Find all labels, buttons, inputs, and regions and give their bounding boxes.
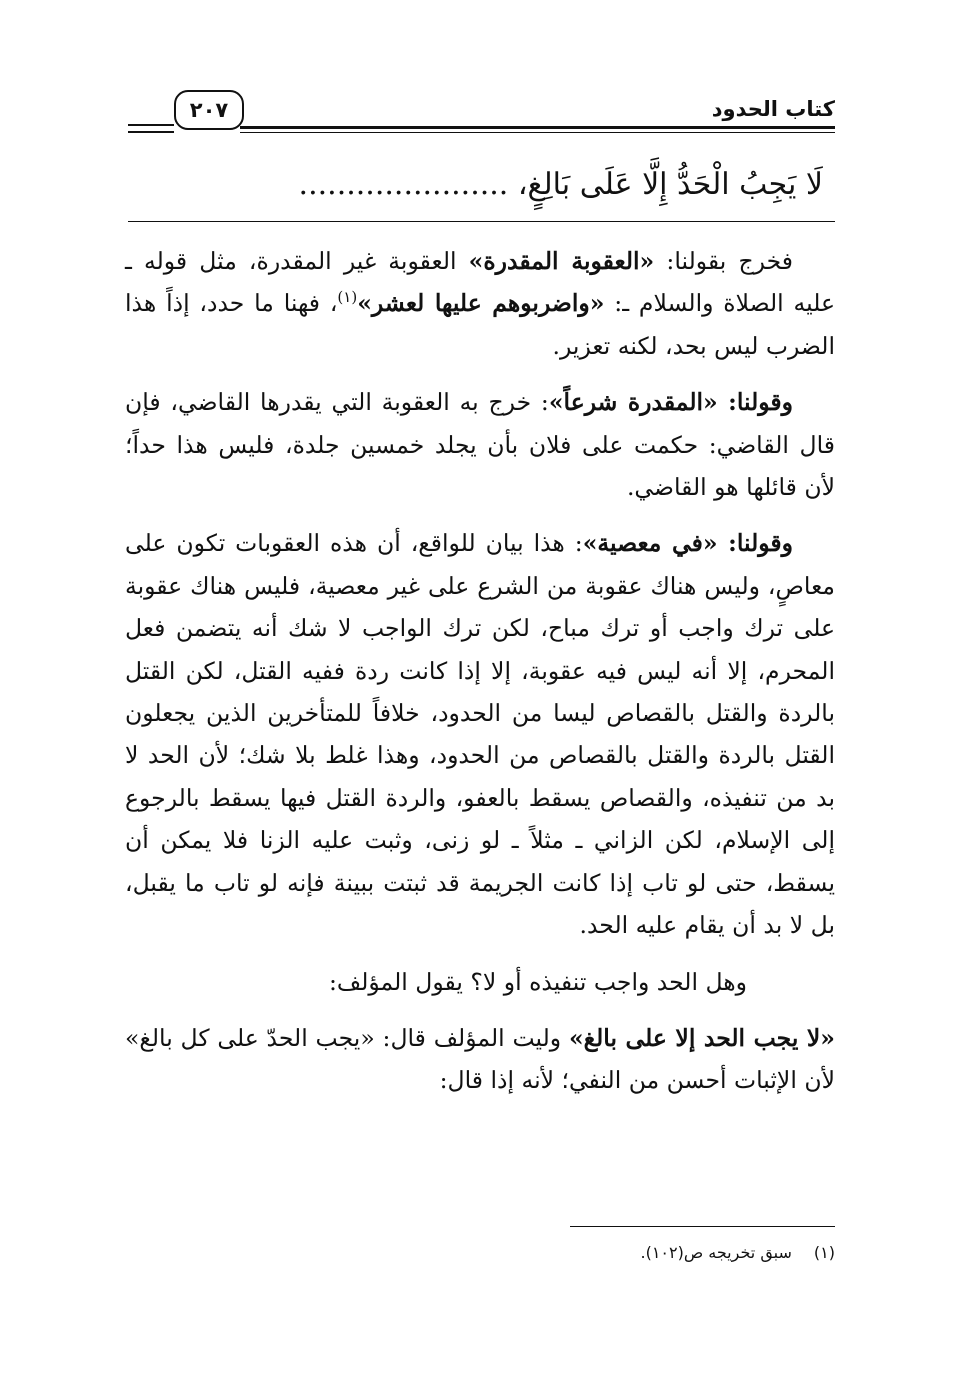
- footnote-number: (١): [813, 1243, 835, 1262]
- paragraph-4: وهل الحد واجب تنفيذه أو لا؟ يقول المؤلف:: [329, 967, 747, 996]
- footnote-rule: [570, 1226, 835, 1227]
- footnote-text: سبق تخريجه ص(١٠٢).: [640, 1243, 792, 1262]
- footnote-reference: (١): [337, 288, 358, 307]
- footnote: [640, 1241, 835, 1265]
- header-rule-thick: [240, 126, 835, 129]
- page-number: ٢٠٧: [174, 90, 244, 130]
- p1-text-b: العقوبة غير المقدرة، مثل قوله ـ عليه الصلاة والسلام ـ:: [125, 247, 835, 318]
- paragraph-5: [125, 1017, 835, 1102]
- p3-text: : هذا بيان للواقع، أن هذه العقوبات تكون على معاصٍ، وليس هناك عقوبة من الشرع على غير معصية، فليس هناك عقوبة على ترك واجب أو ترك مباح، لكن ترك الواجب لا شك أنه يتضمن فعل المحرم، إلا أنه ليس فيه عقوبة، إلا إذا كانت ردة ففيه القتل، لكن القتل بالردة والقتل بالقصاص ليسا من الحدود، خلافاً للمتأخرين الذين يجعلون القتل بالردة والقتل بالقصاص من الحدود، وهذا غلط بلا شك؛ لأن الحد لا بد من تنفيذه، والقصاص يسقط بالعفو، والردة القتل فيها يسقط بالرجوع إلى الإسلام، لكن الزاني ـ مثلاً ـ لو زنى، وثبت عليه الزنا فلا يمكن أن يسقط، حتى لو تاب إذا كانت الجريمة قد ثبتت ببينة فإنه لو تاب ما يقبل، بل لا بد أن يقام عليه الحد.: [125, 529, 836, 940]
- p2-text: : خرج به العقوبة التي يقدرها القاضي، فإن قال القاضي: حكمت على فلان بأن يجلد خمسين جلدة، فليس هذا حداً؛ لأن قائلها هو القاضي.: [125, 388, 835, 502]
- paragraph-2: [125, 381, 835, 508]
- matn-text: لَا يَجِبُ الْحَدُّ إِلَّا عَلَى بَالِغٍ، ......................: [298, 167, 823, 202]
- p1-text-c: ، فهنا ما حدد، إذاً هذا الضرب ليس بحد، لكنه تعزير.: [125, 289, 835, 360]
- p3-term: وقولنا: «في معصية»: [582, 529, 793, 558]
- p5-matn-quote: «لا يجب الحد إلا على بالغ»: [568, 1023, 835, 1052]
- p1-hadith-quote: «واضربوهم عليها لعشر»: [357, 289, 605, 318]
- p2-term: وقولنا: «المقدرة شرعاً»: [548, 388, 793, 417]
- p5-text: وليت المؤلف قال: «يجب الحدّ على كل بالغ» لأن الإثبات أحسن من النفي؛ لأنه إذا قال:: [125, 1023, 835, 1095]
- paragraph-3: [125, 522, 835, 946]
- paragraph-1: [125, 240, 835, 367]
- header-rule-left-lower: [128, 131, 174, 133]
- running-title: كتاب الحدود: [711, 97, 835, 121]
- header-rule-left-upper: [128, 124, 174, 126]
- commentary-body: [125, 240, 835, 1116]
- p1-text-a: فخرج بقولنا:: [654, 247, 793, 275]
- header-rule-thin: [240, 132, 835, 133]
- matn-rule: [128, 221, 835, 222]
- p1-quote-a: «العقوبة المقدرة»: [468, 247, 655, 275]
